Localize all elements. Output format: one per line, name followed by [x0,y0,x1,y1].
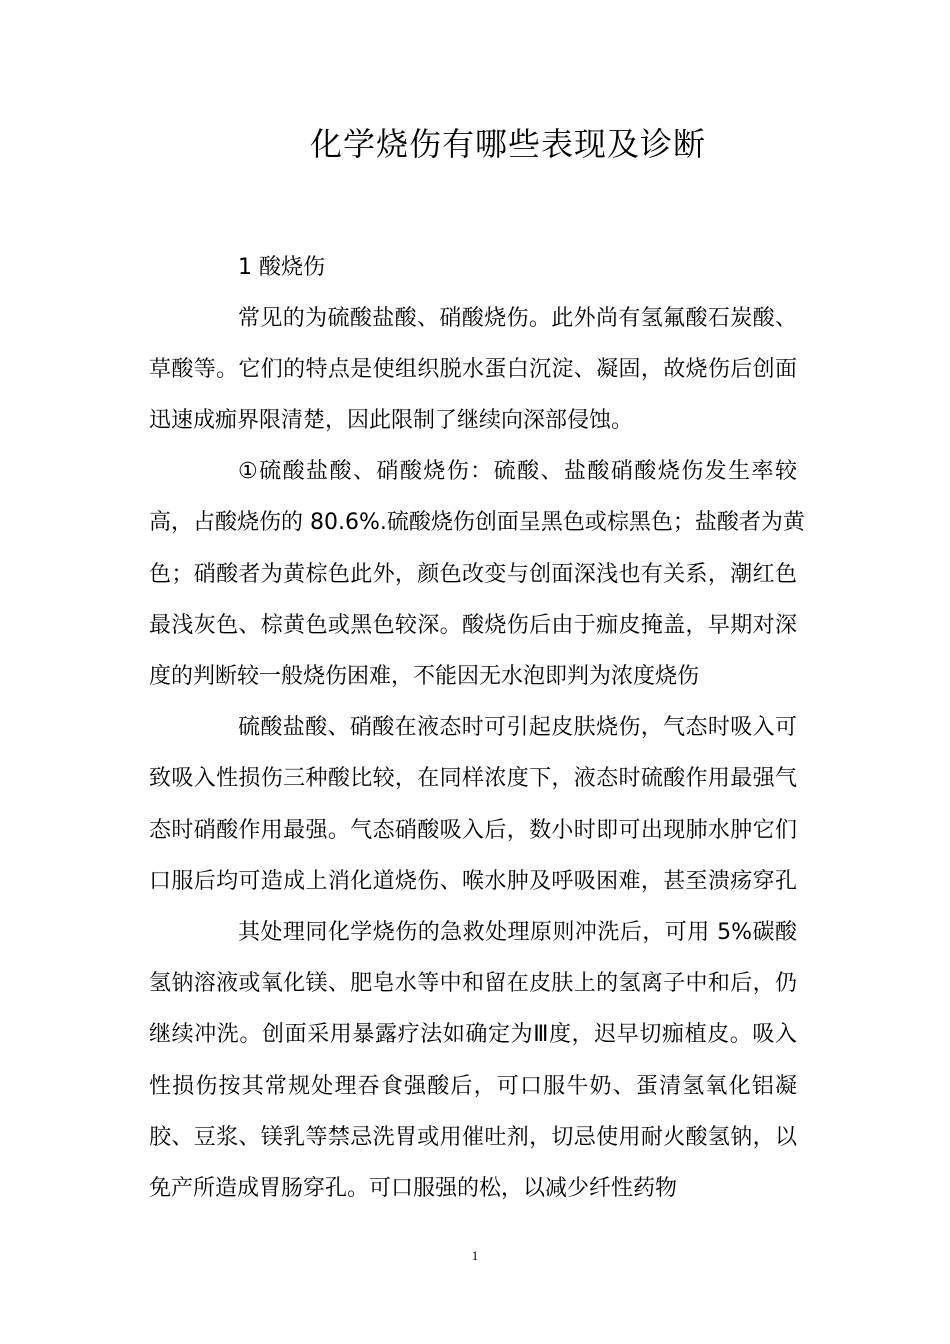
paragraph-3-line-1: 硫酸盐酸、硝酸在液态时可引起皮肤烧伤，气态时吸入可 [238,715,797,740]
paragraph-2-line-5: 度的判断较一般烧伤困难，不能因无水泡即判为浓度烧伤 [149,664,700,689]
paragraph-2-line-3: 色；硝酸者为黄棕色此外，颜色改变与创面深浅也有关系，潮红色 [149,562,797,587]
paragraph-2-line-4: 最浅灰色、棕黄色或黑色较深。酸烧伤后由于痂皮掩盖，早期对深 [149,613,797,638]
paragraph-2-line-2: 高，占酸烧伤的 80.6%.硫酸烧伤创面呈黑色或棕黑色；盐酸者为黄 [149,510,805,535]
document-title: 化学烧伤有哪些表现及诊断 [309,125,706,163]
paragraph-1-line-2: 草酸等。它们的特点是使组织脱水蛋白沉淀、凝固，故烧伤后创面 [149,357,797,382]
paragraph-2-line-1: ①硫酸盐酸、硝酸烧伤：硫酸、盐酸硝酸烧伤发生率较 [238,459,797,484]
paragraph-4-line-4: 性损伤按其常规处理吞食强酸后，可口服牛奶、蛋清氢氧化铝凝 [149,1074,797,1099]
paragraph-1-line-3: 迅速成痂界限清楚，因此限制了继续向深部侵蚀。 [149,408,634,433]
paragraph-4-line-1: 其处理同化学烧伤的急救处理原则冲洗后，可用 5%碳酸 [238,920,797,945]
paragraph-4-line-3: 继续冲洗。创面采用暴露疗法如确定为Ⅲ度，迟早切痂植皮。吸入 [149,1022,797,1047]
section-heading: 1 酸烧伤 [238,255,325,280]
page-number: 1 [471,1248,479,1263]
paragraph-3-line-4: 口服后均可造成上消化道烧伤、喉水肿及呼吸困难，甚至溃疡穿孔 [149,869,797,894]
paragraph-4-line-2: 氢钠溶液或氧化镁、肥皂水等中和留在皮肤上的氢离子中和后，仍 [149,971,797,996]
paragraph-3-line-3: 态时硝酸作用最强。气态硝酸吸入后，数小时即可出现肺水肿它们 [149,818,797,843]
paragraph-3-line-2: 致吸入性损伤三种酸比较，在同样浓度下，液态时硫酸作用最强气 [149,766,797,791]
paragraph-4-line-5: 胶、豆浆、镁乳等禁忌洗胃或用催吐剂，切忌使用耐火酸氢钠，以 [149,1125,797,1150]
paragraph-4-line-6: 免产所造成胃肠穿孔。可口服强的松，以减少纤性药物 [149,1176,678,1201]
paragraph-1-line-1: 常见的为硫酸盐酸、硝酸烧伤。此外尚有氢氟酸石炭酸、 [238,306,797,331]
